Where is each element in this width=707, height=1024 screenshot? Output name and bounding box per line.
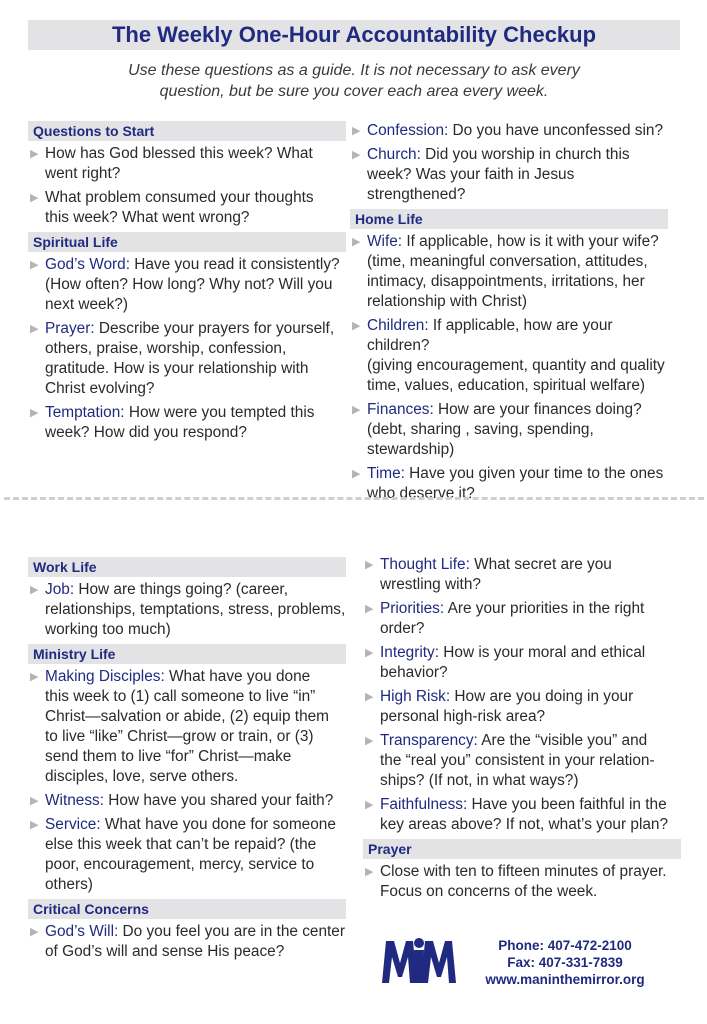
cut-line-divider <box>4 497 704 500</box>
section-heading: Critical Concerns <box>28 899 346 919</box>
triangle-bullet-icon: ▶ <box>352 468 361 480</box>
triangle-bullet-icon: ▶ <box>30 192 39 204</box>
question-item <box>363 555 681 595</box>
triangle-bullet-icon: ▶ <box>30 671 39 683</box>
question-item <box>28 188 346 228</box>
page-title: The Weekly One-Hour Accountability Checkup <box>28 20 680 50</box>
question-item <box>350 145 668 205</box>
question-text: How are things going? (career, relationships, temptations, stress, problems, working too much) <box>45 581 346 638</box>
question-item <box>350 121 668 141</box>
question-term: High Risk: <box>380 688 451 705</box>
question-item <box>28 255 346 315</box>
question-term: Making Disciples: <box>45 668 165 685</box>
question-text: What have you done for someone else this week that can’t be repaid? (the poor, encouragement, mercy, service to others) <box>45 816 336 893</box>
question-term: Prayer: <box>45 320 95 337</box>
question-term: Thought Life: <box>380 556 470 573</box>
question-term: Time: <box>367 465 405 482</box>
question-item <box>350 232 668 312</box>
top-right-column <box>350 121 668 508</box>
question-item <box>28 580 346 640</box>
question-text: If applicable, how are your children? (giving encouragement, quantity and quality time, values, education, spiritual welfare) <box>367 317 665 394</box>
question-text: Describe your prayers for yourself, others, praise, worship, confession, gratitude. How is your relationship with Christ evolving? <box>45 320 335 397</box>
triangle-bullet-icon: ▶ <box>365 559 374 571</box>
question-item <box>350 400 668 460</box>
triangle-bullet-icon: ▶ <box>365 799 374 811</box>
triangle-bullet-icon: ▶ <box>352 236 361 248</box>
triangle-bullet-icon: ▶ <box>30 259 39 271</box>
page-subtitle: Use these questions as a guide. It is not necessary to ask every question, but be sure you cover each area every week. <box>128 62 580 100</box>
question-term: Children: <box>367 317 429 334</box>
question-term: Service: <box>45 816 101 833</box>
question-item <box>363 862 681 902</box>
question-text: Have you given your time to the ones who deserve it? <box>367 465 664 502</box>
question-text: How have you shared your faith? <box>104 792 334 809</box>
question-item <box>28 791 346 811</box>
section-heading: Work Life <box>28 557 346 577</box>
question-item <box>363 687 681 727</box>
question-text: Have you been faithful in the key areas above? If not, what’s your plan? <box>380 796 669 833</box>
question-item <box>28 815 346 895</box>
question-text: How are you doing in your personal high-risk area? <box>380 688 634 725</box>
triangle-bullet-icon: ▶ <box>352 149 361 161</box>
question-term: Priorities: <box>380 600 445 617</box>
question-text: If applicable, how is it with your wife? (time, meaningful conversation, attitudes, intimacy, disappointments, irritations, her relationship with Christ) <box>367 233 659 310</box>
question-item <box>363 731 681 791</box>
triangle-bullet-icon: ▶ <box>352 320 361 332</box>
question-term: Witness: <box>45 792 105 809</box>
question-term: Church: <box>367 146 421 163</box>
triangle-bullet-icon: ▶ <box>30 407 39 419</box>
question-item <box>28 144 346 184</box>
top-left-column <box>28 121 346 447</box>
question-term: Job: <box>45 581 75 598</box>
question-item <box>28 403 346 443</box>
question-text: Do you have unconfessed sin? <box>448 122 664 139</box>
question-item <box>363 795 681 835</box>
contact-block <box>470 937 660 988</box>
section-heading: Questions to Start <box>28 121 346 141</box>
question-text: Do you feel you are in the center of God’s will and sense His peace? <box>45 923 345 960</box>
question-text: How is your moral and ethical behavior? <box>380 644 646 681</box>
question-term: God’s Word: <box>45 256 130 273</box>
question-text: Are your priorities in the right order? <box>380 600 645 637</box>
triangle-bullet-icon: ▶ <box>352 404 361 416</box>
question-text: How has God blessed this week? What went right? <box>45 145 313 182</box>
question-item <box>28 667 346 787</box>
triangle-bullet-icon: ▶ <box>30 584 39 596</box>
man-in-the-mirror-logo <box>380 935 458 985</box>
section-heading: Prayer <box>363 839 681 859</box>
triangle-bullet-icon: ▶ <box>30 819 39 831</box>
question-text: How were you tempted this week? How did you respond? <box>45 404 315 441</box>
question-term: Transparency: <box>380 732 478 749</box>
question-term: Finances: <box>367 401 434 418</box>
question-item <box>363 599 681 639</box>
question-text: Are the “visible you” and the “real you” consistent in your relation- ships? (If not, in what ways?) <box>380 732 655 789</box>
triangle-bullet-icon: ▶ <box>365 603 374 615</box>
website-link[interactable]: www.maninthemirror.org <box>485 972 645 987</box>
triangle-bullet-icon: ▶ <box>30 795 39 807</box>
section-heading: Ministry Life <box>28 644 346 664</box>
question-text: What have you done this week to (1) call someone to live “in” Christ—salvation or abide, (2) equip them to live “like” Christ—grow or train, or (3) send them to live “for” Christ—make disciples, love, serve others. <box>45 668 330 785</box>
triangle-bullet-icon: ▶ <box>365 735 374 747</box>
question-term: God’s Will: <box>45 923 119 940</box>
triangle-bullet-icon: ▶ <box>352 125 361 137</box>
question-text: What problem consumed your thoughts this week? What went wrong? <box>45 189 314 226</box>
question-text: Did you worship in church this week? Was your faith in Jesus strengthened? <box>367 146 630 203</box>
question-text: What secret are you wrestling with? <box>380 556 612 593</box>
fax-number: Fax: 407-331-7839 <box>507 955 623 970</box>
question-term: Confession: <box>367 122 449 139</box>
section-heading: Home Life <box>350 209 668 229</box>
question-term: Integrity: <box>380 644 440 661</box>
question-item <box>28 922 346 962</box>
question-text: Have you read it consistently? (How often? How long? Why not? Will you next week?) <box>45 256 340 313</box>
question-text: Close with ten to fifteen minutes of prayer. Focus on concerns of the week. <box>380 863 667 900</box>
section-heading: Spiritual Life <box>28 232 346 252</box>
phone-number: Phone: 407-472-2100 <box>498 938 632 953</box>
triangle-bullet-icon: ▶ <box>365 691 374 703</box>
triangle-bullet-icon: ▶ <box>30 148 39 160</box>
bottom-right-column <box>363 555 681 906</box>
triangle-bullet-icon: ▶ <box>365 647 374 659</box>
bottom-left-column <box>28 557 346 966</box>
question-item <box>350 316 668 396</box>
question-term: Temptation: <box>45 404 125 421</box>
question-term: Faithfulness: <box>380 796 468 813</box>
triangle-bullet-icon: ▶ <box>30 926 39 938</box>
question-item <box>363 643 681 683</box>
triangle-bullet-icon: ▶ <box>365 866 374 878</box>
triangle-bullet-icon: ▶ <box>30 323 39 335</box>
question-term: Wife: <box>367 233 403 250</box>
question-item <box>28 319 346 399</box>
question-text: How are your finances doing? (debt, sharing , saving, spending, stewardship) <box>367 401 642 458</box>
